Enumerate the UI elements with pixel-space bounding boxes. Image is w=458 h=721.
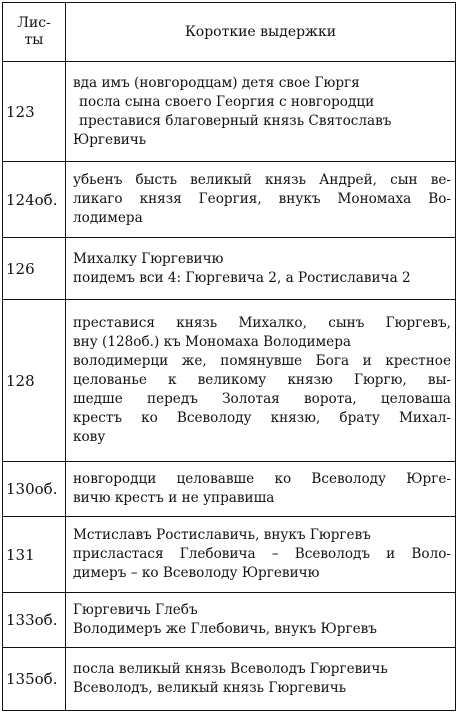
- table-row: [3, 462, 456, 517]
- sheet-number: 130об.: [3, 462, 66, 517]
- header-excerpts: Короткие выдержки: [66, 3, 456, 62]
- excerpt-cell: [66, 648, 456, 711]
- excerpt-line: присластася Глебовича – Всеволодъ и Воло-: [73, 546, 451, 562]
- excerpt-line: посла великый князь Всеволодъ Гюргевичь: [73, 661, 388, 677]
- excerpt-line: крестъ ко Всеволоду князю, брату Михал-: [73, 410, 451, 426]
- excerpt-cell: [66, 462, 456, 517]
- excerpt-line: преставися благоверный князь Святославъ: [79, 112, 392, 129]
- excerpt-line: посла сына своего Георгия с новгородци: [79, 93, 375, 110]
- excerpt-line: вичю крестъ и не управиша: [73, 490, 275, 506]
- excerpt-line: Гюргевичь Глебъ: [73, 602, 198, 618]
- sheet-number: 131: [3, 517, 66, 593]
- excerpt-cell: [66, 593, 456, 648]
- header-sheets-line1: Лис-: [17, 15, 51, 31]
- table-row: [3, 593, 456, 648]
- excerpt-line: преставися князь Михалко, сынъ Гюргевъ,: [73, 315, 451, 331]
- sheet-number: 128: [3, 300, 66, 462]
- excerpt-line: убьенъ бысть великый князь Андрей, сын ве-: [73, 172, 451, 188]
- table-row: [3, 300, 456, 462]
- table-row: [3, 62, 456, 162]
- sheet-number: 123: [3, 62, 66, 162]
- excerpt-line: новгородци целовавше ко Всеволоду Юрге-: [73, 471, 451, 487]
- excerpt-cell: [66, 162, 456, 238]
- sheet-number: 135об.: [3, 648, 66, 711]
- excerpt-cell: [66, 517, 456, 593]
- excerpt-line: кову: [73, 429, 106, 445]
- excerpt-line: димеръ – ко Всеволоду Юргевичю: [73, 565, 320, 581]
- sheet-number: 133об.: [3, 593, 66, 648]
- excerpt-cell: [66, 300, 456, 462]
- excerpt-line: Мстиславъ Ростиславичь, внукъ Гюргевъ: [73, 527, 371, 543]
- excerpts-table: [2, 2, 456, 711]
- sheet-number: 124об.: [3, 162, 66, 238]
- excerpt-line: целованье к великому князю Гюргю, вы-: [73, 372, 451, 388]
- excerpt-line: ликаго князя Георгия, внукъ Мономаха Во-: [73, 191, 451, 207]
- table-row: [3, 162, 456, 238]
- excerpt-line: володимерци же, помянувше Бога и крестное: [73, 353, 451, 369]
- excerpt-line: вну (128об.) къ Мономаха Володимера: [73, 334, 352, 350]
- table-row: [3, 648, 456, 711]
- excerpt-line: поидемъ вси 4: Гюргевича 2, а Ростиславича 2: [73, 269, 411, 286]
- excerpt-line: Юргевичь: [73, 131, 147, 148]
- sheet-number: 126: [3, 238, 66, 300]
- excerpt-line: Володимеръ же Глебовичь, внукъ Юргевъ: [73, 621, 377, 637]
- excerpt-line: вда имъ (новгородцам) детя свое Гюргя: [73, 74, 360, 91]
- header-sheets-line2: ты: [24, 32, 44, 48]
- excerpt-cell: [66, 62, 456, 162]
- excerpt-line: лодимера: [73, 210, 143, 226]
- table-row: [3, 238, 456, 300]
- table-row: [3, 517, 456, 593]
- header-sheets: [3, 3, 66, 62]
- header-row: [3, 3, 456, 62]
- excerpt-cell: [66, 238, 456, 300]
- excerpt-line: Михалку Гюргевичю: [73, 250, 224, 267]
- excerpt-line: Всеволодъ, великый князь Гюргевичь: [73, 680, 347, 696]
- excerpt-line: шедше передъ Золотая ворота, целоваша: [73, 391, 451, 407]
